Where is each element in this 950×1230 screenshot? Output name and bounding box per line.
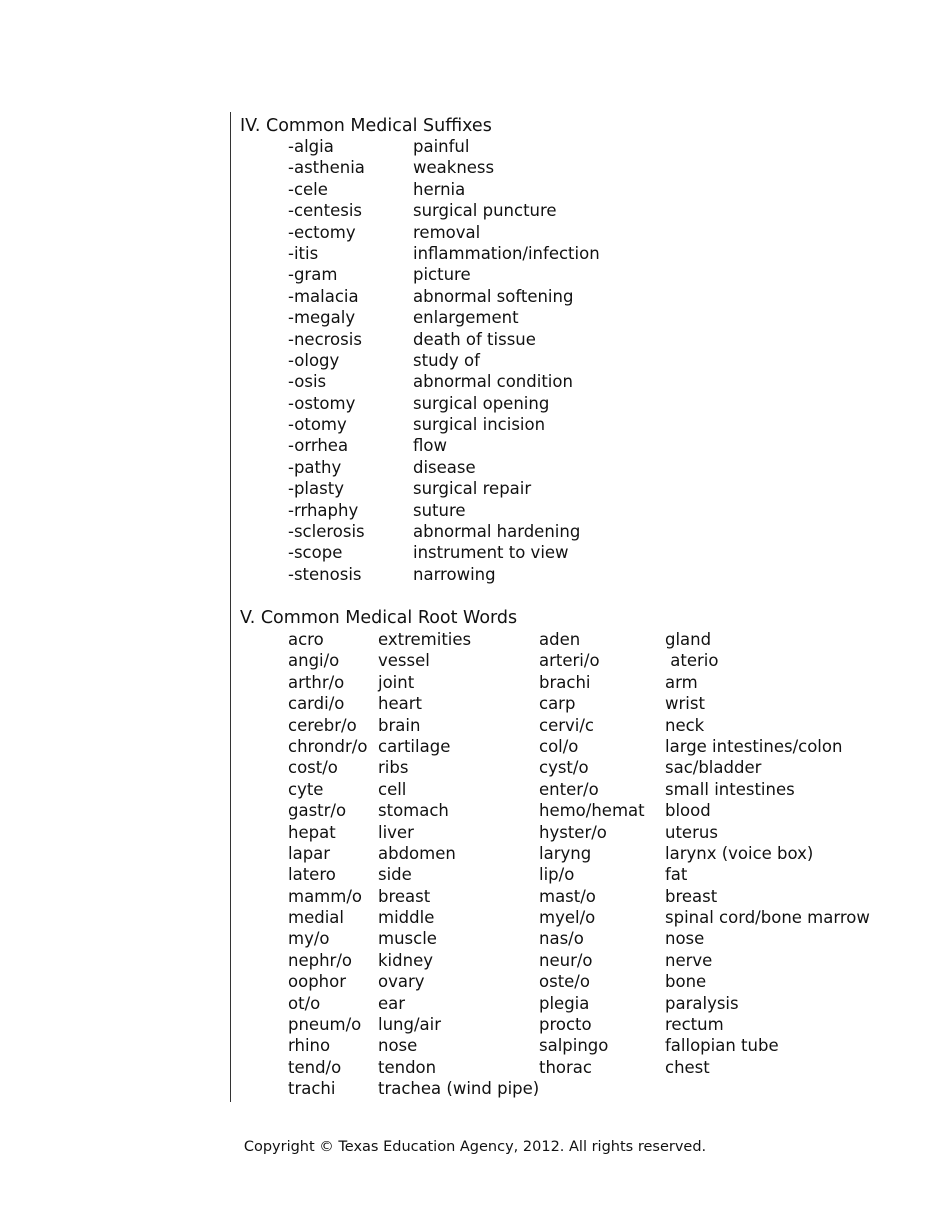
root-meaning: paralysis	[665, 993, 739, 1013]
root-meaning: arm	[665, 672, 698, 692]
root-term: procto	[539, 1015, 592, 1035]
root-term: oste/o	[539, 972, 590, 992]
copyright-footer: Copyright © Texas Education Agency, 2012. All rights reserved.	[243, 1139, 707, 1155]
root-term: carp	[539, 694, 576, 714]
suffix-term: -cele	[288, 179, 328, 199]
root-meaning: side	[378, 865, 412, 885]
suffix-term: -algia	[288, 137, 334, 156]
suffix-meaning: removal	[413, 222, 481, 242]
suffix-meaning: surgical incision	[413, 415, 546, 435]
root-term: cervi/c	[539, 715, 594, 735]
suffix-term: -osis	[288, 372, 327, 392]
suffix-term: -plasty	[288, 479, 344, 499]
root-term: cerebr/o	[288, 715, 357, 735]
root-meaning: breast	[665, 886, 718, 906]
root-meaning: fallopian tube	[665, 1036, 779, 1056]
root-meaning: tendon	[378, 1057, 437, 1077]
root-term: myel/o	[539, 908, 596, 928]
root-term: lip/o	[539, 865, 575, 885]
root-meaning: breast	[378, 886, 431, 906]
root-term: latero	[288, 865, 336, 885]
root-term: cost/o	[288, 758, 338, 778]
suffix-term: -sclerosis	[288, 522, 365, 542]
root-meaning: small intestines	[665, 779, 795, 799]
root-term: angi/o	[288, 651, 340, 671]
suffix-meaning: picture	[413, 265, 471, 285]
root-term: lapar	[288, 843, 331, 863]
suffix-term: -itis	[288, 243, 319, 263]
suffix-meaning: instrument to view	[413, 543, 569, 563]
root-term: laryng	[539, 843, 592, 863]
root-meaning: fat	[665, 865, 688, 885]
suffix-meaning: weakness	[413, 158, 495, 178]
root-meaning: muscle	[378, 929, 437, 949]
root-term: cyte	[288, 779, 324, 799]
suffix-meaning: study of	[413, 350, 480, 370]
suffix-meaning: abnormal condition	[413, 372, 573, 392]
suffix-meaning: narrowing	[413, 564, 496, 584]
root-meaning: middle	[378, 908, 435, 928]
root-meaning: lung/air	[378, 1015, 442, 1035]
root-term: oophor	[288, 972, 346, 992]
root-term: enter/o	[539, 779, 599, 799]
root-meaning: neck	[665, 715, 705, 735]
root-meaning: uterus	[665, 822, 718, 842]
suffix-term: -ology	[288, 350, 340, 370]
suffix-meaning: painful	[413, 137, 470, 156]
root-term: arteri/o	[539, 651, 600, 671]
suffix-meaning: abnormal softening	[413, 286, 574, 306]
suffix-term: -ostomy	[288, 393, 356, 413]
root-meaning: abdomen	[378, 843, 456, 863]
root-term: my/o	[288, 929, 330, 949]
roots-heading: V. Common Medical Root Words	[240, 608, 518, 628]
root-meaning: ribs	[378, 758, 409, 778]
root-term: col/o	[539, 736, 579, 756]
suffix-meaning: inflammation/infection	[413, 243, 600, 263]
suffix-term: -ectomy	[288, 222, 356, 242]
root-term: cardi/o	[288, 694, 345, 714]
root-term: tend/o	[288, 1057, 342, 1077]
root-term: hepat	[288, 822, 336, 842]
root-meaning: larynx (voice box)	[665, 843, 814, 863]
root-term: hyster/o	[539, 822, 607, 842]
root-meaning: cartilage	[378, 736, 451, 756]
suffix-term: -gram	[288, 265, 338, 285]
root-term: mast/o	[539, 886, 596, 906]
root-term: ot/o	[288, 993, 321, 1013]
root-term: neur/o	[539, 950, 593, 970]
suffix-meaning: hernia	[413, 179, 466, 199]
suffix-meaning: death of tissue	[413, 329, 536, 349]
root-term: mamm/o	[288, 886, 362, 906]
root-term: aden	[539, 630, 581, 649]
suffix-meaning: surgical repair	[413, 479, 532, 499]
root-meaning: stomach	[378, 801, 449, 821]
suffix-meaning: abnormal hardening	[413, 522, 581, 542]
root-meaning: ear	[378, 993, 406, 1013]
root-meaning: kidney	[378, 950, 433, 970]
suffix-term: -rrhaphy	[288, 500, 359, 520]
root-term: thorac	[539, 1057, 592, 1077]
margin-rule	[230, 112, 231, 1102]
root-meaning: ovary	[378, 972, 425, 992]
suffix-term: -pathy	[288, 457, 342, 477]
root-meaning: aterio	[665, 651, 719, 671]
root-term: cyst/o	[539, 758, 589, 778]
suffix-term: -scope	[288, 543, 343, 563]
suffix-term: -megaly	[288, 308, 356, 328]
root-meaning: wrist	[665, 694, 705, 714]
root-term: brachi	[539, 672, 591, 692]
root-term: salpingo	[539, 1036, 609, 1056]
root-meaning: nose	[665, 929, 705, 949]
root-term: nephr/o	[288, 950, 352, 970]
root-meaning: heart	[378, 694, 422, 714]
suffixes-heading: IV. Common Medical Suffixes	[240, 116, 492, 136]
suffix-term: -orrhea	[288, 436, 349, 456]
root-meaning: joint	[378, 672, 415, 692]
suffix-term: -otomy	[288, 415, 347, 435]
root-meaning: liver	[378, 822, 414, 842]
root-meaning: cell	[378, 779, 407, 799]
root-meaning: nerve	[665, 950, 713, 970]
root-meaning: chest	[665, 1057, 710, 1077]
root-meaning: vessel	[378, 651, 430, 671]
suffix-meaning: enlargement	[413, 308, 519, 328]
root-meaning: large intestines/colon	[665, 736, 843, 756]
root-term: chrondr/o	[288, 736, 368, 756]
root-term: acro	[288, 630, 324, 649]
root-meaning: spinal cord/bone marrow	[665, 908, 870, 928]
suffix-term: -malacia	[288, 286, 359, 306]
root-meaning: bone	[665, 972, 707, 992]
suffix-meaning: surgical opening	[413, 393, 550, 413]
suffix-meaning: flow	[413, 436, 447, 456]
root-meaning: extremities	[378, 630, 472, 649]
suffix-term: -stenosis	[288, 564, 362, 584]
root-term: medial	[288, 908, 344, 928]
root-meaning: blood	[665, 801, 711, 821]
suffix-term: -centesis	[288, 201, 363, 221]
root-term: trachi	[288, 1079, 336, 1099]
root-term: nas/o	[539, 929, 584, 949]
root-meaning: nose	[378, 1036, 418, 1056]
root-meaning: gland	[665, 630, 712, 649]
suffix-term: -asthenia	[288, 158, 365, 178]
root-term: plegia	[539, 993, 590, 1013]
root-term: pneum/o	[288, 1015, 362, 1035]
root-term: hemo/hemat	[539, 801, 645, 821]
root-term: rhino	[288, 1036, 331, 1056]
suffix-meaning: surgical puncture	[413, 201, 557, 221]
suffix-meaning: suture	[413, 500, 466, 520]
root-meaning: rectum	[665, 1015, 724, 1035]
root-term: arthr/o	[288, 672, 345, 692]
suffix-term: -necrosis	[288, 329, 362, 349]
root-meaning: brain	[378, 715, 421, 735]
suffix-meaning: disease	[413, 457, 476, 477]
root-meaning: trachea (wind pipe)	[378, 1079, 540, 1099]
root-meaning: sac/bladder	[665, 758, 762, 778]
root-term: gastr/o	[288, 801, 347, 821]
